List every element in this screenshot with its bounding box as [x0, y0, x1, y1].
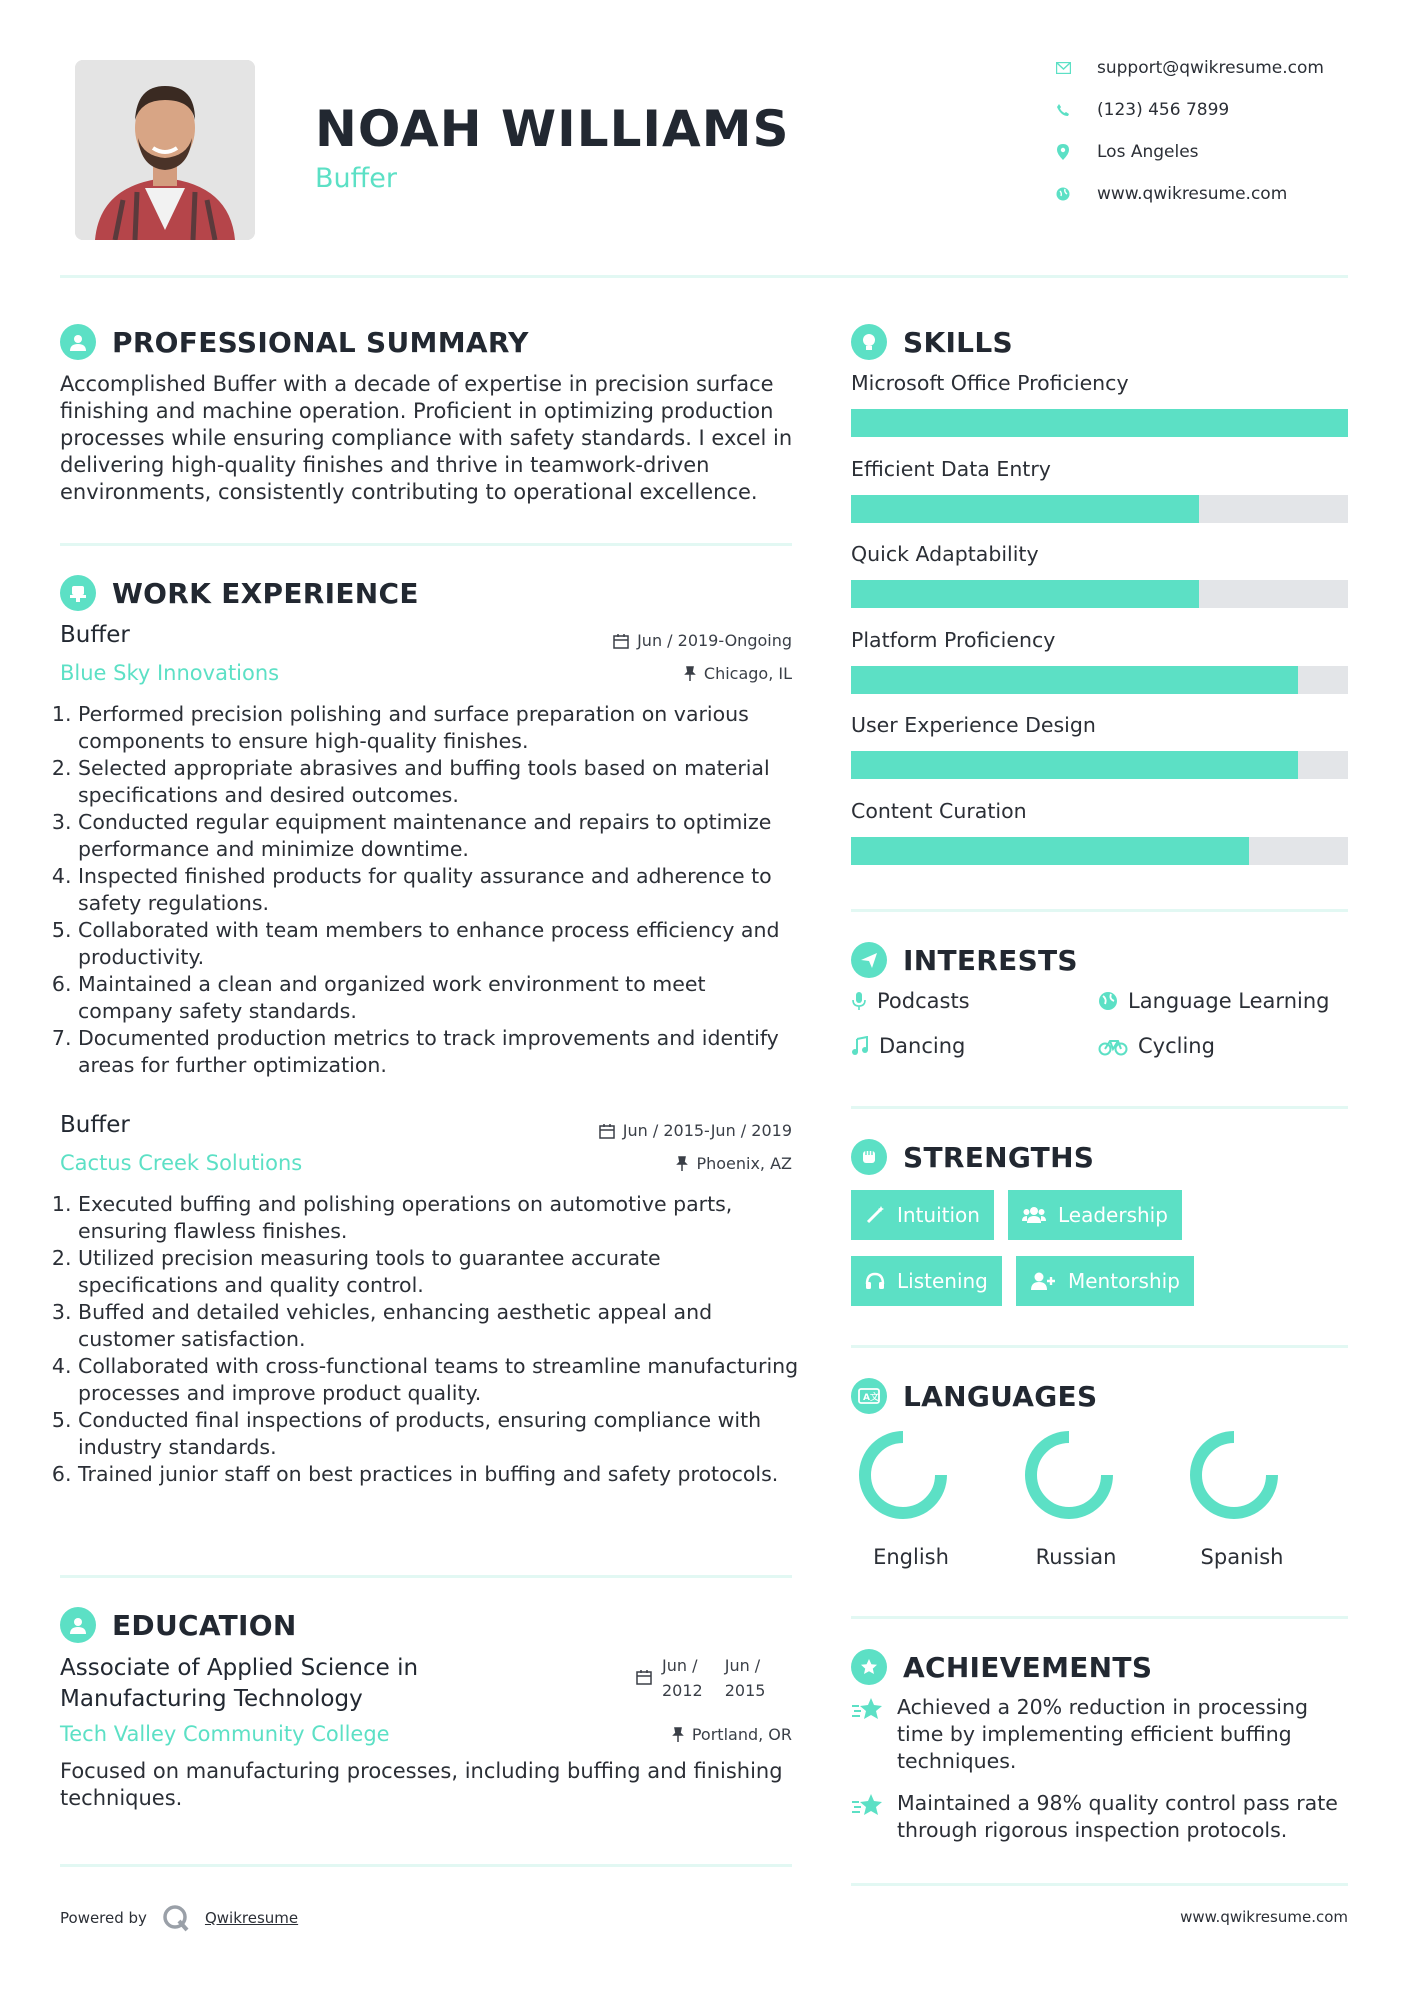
skill-bar-track [851, 409, 1348, 437]
interest-label: Language Learning [1128, 989, 1330, 1013]
candidate-title: Buffer [315, 163, 397, 194]
skill-bar-fill [851, 495, 1199, 523]
strength-label: Listening [897, 1269, 988, 1293]
translate-icon [851, 1378, 887, 1414]
edu-end-month: Jun / [724, 1656, 761, 1675]
list-item: 4. Collaborated with cross-functional teams to streamline manufacturing processes and improve product quality. [78, 1353, 800, 1407]
job-2-duties [60, 1191, 800, 1488]
strength-label: Leadership [1058, 1203, 1168, 1227]
skill-bar-track [851, 580, 1348, 608]
briefcase-icon [60, 575, 96, 611]
job-1-company: Blue Sky Innovations [60, 661, 280, 685]
strengths-heading [851, 1139, 1094, 1175]
strength-tag [1008, 1190, 1182, 1240]
skills-divider [851, 909, 1348, 912]
music-note-icon [851, 1036, 869, 1056]
experience-divider [60, 1575, 792, 1578]
svg-text:A: A [863, 1393, 870, 1403]
headphones-icon [865, 1271, 885, 1291]
envelope-icon [1055, 60, 1071, 76]
fist-icon [851, 1139, 887, 1175]
email-text: support@qwikresume.com [1097, 58, 1324, 78]
star-badge-icon [851, 1649, 887, 1685]
candidate-name: NOAH WILLIAMS [315, 100, 790, 158]
school: Tech Valley Community College [60, 1722, 390, 1746]
list-item: 6. Trained junior staff on best practices in buffing and safety protocols. [78, 1461, 800, 1488]
paper-plane-icon [851, 942, 887, 978]
skill-bar-fill [851, 580, 1199, 608]
education-heading [60, 1607, 297, 1643]
languages-title: LANGUAGES [903, 1379, 1098, 1413]
education-divider [60, 1864, 792, 1867]
achievements-divider [851, 1883, 1348, 1886]
skill-label: User Experience Design [851, 713, 1096, 737]
interest-item [851, 989, 970, 1013]
education-title: EDUCATION [112, 1608, 297, 1642]
footer-powered [60, 1903, 298, 1933]
profile-photo [75, 60, 255, 240]
skill-label: Efficient Data Entry [851, 456, 1051, 481]
list-item: 6. Maintained a clean and organized work environment to meet company safety standards. [78, 971, 800, 1025]
skill-bar-fill [851, 751, 1298, 779]
strength-label: Mentorship [1068, 1269, 1180, 1293]
job-2-date [500, 1121, 792, 1140]
summary-text: Accomplished Buffer with a decade of expertise in precision surface finishing and machine operation. Proficient in optimizing production processes while ensuring compliance with safety standards. I excel in delivering high-quality finishes and thrive in teamwork-driven environments, consistently contributing to operational excellence. [60, 372, 793, 504]
job-1-duties [60, 701, 800, 1079]
interests-heading [851, 942, 1078, 978]
degree [60, 1653, 418, 1715]
star-icon [851, 1792, 885, 1818]
achievement-text: Achieved a 20% reduction in processing time by implementing efficient buffing techniques. [897, 1695, 1309, 1773]
strengths-divider [851, 1345, 1348, 1348]
pin-icon [676, 1156, 688, 1172]
user-plus-icon [1030, 1271, 1056, 1291]
list-item: 7. Documented production metrics to track improvements and identify areas for further optimization. [78, 1025, 800, 1079]
skill-bar-track [851, 666, 1348, 694]
footer-url[interactable]: www.qwikresume.com [1180, 1908, 1348, 1926]
star-icon [851, 1696, 885, 1722]
language-label: Spanish [1200, 1545, 1284, 1569]
skill-bar-fill [851, 837, 1249, 865]
job-2-location-text: Phoenix, AZ [696, 1154, 792, 1173]
list-item: 2. Utilized precision measuring tools to guarantee accurate specifications and quality control. [78, 1245, 800, 1299]
experience-title: WORK EXPERIENCE [112, 576, 419, 610]
pin-icon [684, 666, 696, 682]
strength-tag [1016, 1256, 1194, 1306]
strength-label: Intuition [897, 1203, 980, 1227]
calendar-icon [613, 633, 629, 649]
summary-divider [60, 543, 792, 546]
lightbulb-icon [851, 324, 887, 360]
calendar-icon [636, 1669, 652, 1685]
list-item: 1. Performed precision polishing and surface preparation on various components to ensure high-quality finishes. [78, 701, 800, 755]
phone-icon [1055, 102, 1071, 118]
skill-bar-track [851, 837, 1348, 865]
strengths-title: STRENGTHS [903, 1140, 1095, 1174]
qwikresume-link[interactable]: Qwikresume [204, 1909, 299, 1927]
job-1-location [500, 664, 792, 683]
edu-start-year: 2012 [662, 1681, 703, 1700]
list-item: 1. Executed buffing and polishing operations on automotive parts, ensuring flawless finishes. [78, 1191, 800, 1245]
summary-title: PROFESSIONAL SUMMARY [112, 325, 529, 359]
degree-line-1: Associate of Applied Science in [60, 1655, 419, 1681]
header-divider [60, 275, 1348, 278]
job-2-company: Cactus Creek Solutions [60, 1151, 303, 1175]
skill-label: Content Curation [851, 798, 1027, 823]
edu-end-year: 2015 [724, 1681, 766, 1700]
job-1-date-text: Jun / 2019-Ongoing [637, 631, 792, 650]
achievement-item [851, 1694, 1348, 1775]
languages-divider [851, 1616, 1348, 1619]
achievement-text: Maintained a 98% quality control pass rate through rigorous inspection protocols. [897, 1791, 1338, 1842]
achievements-title: ACHIEVEMENTS [903, 1650, 1153, 1684]
list-item: 2. Selected appropriate abrasives and buffing tools based on material specifications and desired outcomes. [78, 755, 800, 809]
interests-divider [851, 1106, 1348, 1109]
languages-heading [851, 1378, 1097, 1414]
strength-tag [851, 1256, 1002, 1306]
job-1-date [500, 631, 792, 650]
skill-label: Platform Proficiency [851, 627, 1056, 652]
job-2-title: Buffer [60, 1112, 130, 1138]
phone-text: (123) 456 7899 [1097, 100, 1230, 120]
job-1-location-text: Chicago, IL [703, 664, 792, 683]
degree-line-2: Manufacturing Technology [60, 1686, 363, 1712]
language-rings [851, 1425, 1348, 1535]
job-2-location [500, 1154, 792, 1173]
skill-bar-fill [851, 409, 1348, 437]
interest-item [851, 1034, 965, 1058]
globe-icon [1098, 991, 1118, 1011]
education-date [636, 1653, 765, 1703]
website-text: www.qwikresume.com [1097, 184, 1288, 204]
microphone-icon [851, 991, 867, 1011]
map-pin-icon [1055, 144, 1071, 160]
user-icon [60, 324, 96, 360]
language-label: Russian [1035, 1545, 1117, 1569]
achievement-item [851, 1790, 1348, 1844]
interest-item [1098, 989, 1329, 1013]
skills-title: SKILLS [903, 325, 1013, 359]
interest-item [1098, 1034, 1215, 1058]
summary-heading [60, 324, 529, 360]
globe-icon [1055, 186, 1071, 202]
pin-icon [672, 1727, 684, 1743]
users-icon [1022, 1205, 1046, 1225]
graduation-icon [60, 1607, 96, 1643]
bicycle-icon [1098, 1036, 1128, 1056]
magic-wand-icon [865, 1205, 885, 1225]
education-location-text: Portland, OR [691, 1725, 792, 1744]
list-item: 5. Conducted final inspections of products, ensuring compliance with industry standards. [78, 1407, 800, 1461]
language-label: English [873, 1545, 949, 1569]
list-item: 3. Conducted regular equipment maintenance and repairs to optimize performance and minimize downtime. [78, 809, 800, 863]
calendar-icon [599, 1123, 615, 1139]
skill-bar-track [851, 751, 1348, 779]
achievements-heading [851, 1649, 1152, 1685]
edu-start-month: Jun / [662, 1656, 698, 1675]
powered-by-text: Powered by [60, 1909, 147, 1927]
interests-title: INTERESTS [903, 943, 1078, 977]
skills-heading [851, 324, 1013, 360]
contact-location [1055, 142, 1199, 162]
qwikresume-logo-icon [161, 1903, 191, 1933]
interest-label: Podcasts [877, 989, 970, 1013]
job-1-title: Buffer [60, 622, 130, 648]
job-2-date-text: Jun / 2015-Jun / 2019 [622, 1121, 792, 1140]
strength-tag [851, 1190, 994, 1240]
skill-bar-fill [851, 666, 1298, 694]
location-text: Los Angeles [1097, 142, 1199, 162]
contact-email[interactable] [1055, 58, 1324, 78]
skill-label: Microsoft Office Proficiency [851, 371, 1129, 395]
list-item: 3. Buffed and detailed vehicles, enhancing aesthetic appeal and customer satisfaction. [78, 1299, 800, 1353]
education-description: Focused on manufacturing processes, including buffing and finishing techniques. [60, 1759, 783, 1810]
contact-phone[interactable] [1055, 100, 1229, 120]
contact-website[interactable] [1055, 184, 1287, 204]
education-location [500, 1725, 792, 1744]
interest-label: Dancing [879, 1034, 966, 1058]
list-item: 5. Collaborated with team members to enhance process efficiency and productivity. [78, 917, 800, 971]
list-item: 4. Inspected finished products for quality assurance and adherence to safety regulations. [78, 863, 800, 917]
experience-heading [60, 575, 419, 611]
interest-label: Cycling [1138, 1034, 1215, 1058]
skill-bar-track [851, 495, 1348, 523]
svg-text:文: 文 [870, 1393, 880, 1403]
skill-label: Quick Adaptability [851, 542, 1039, 566]
